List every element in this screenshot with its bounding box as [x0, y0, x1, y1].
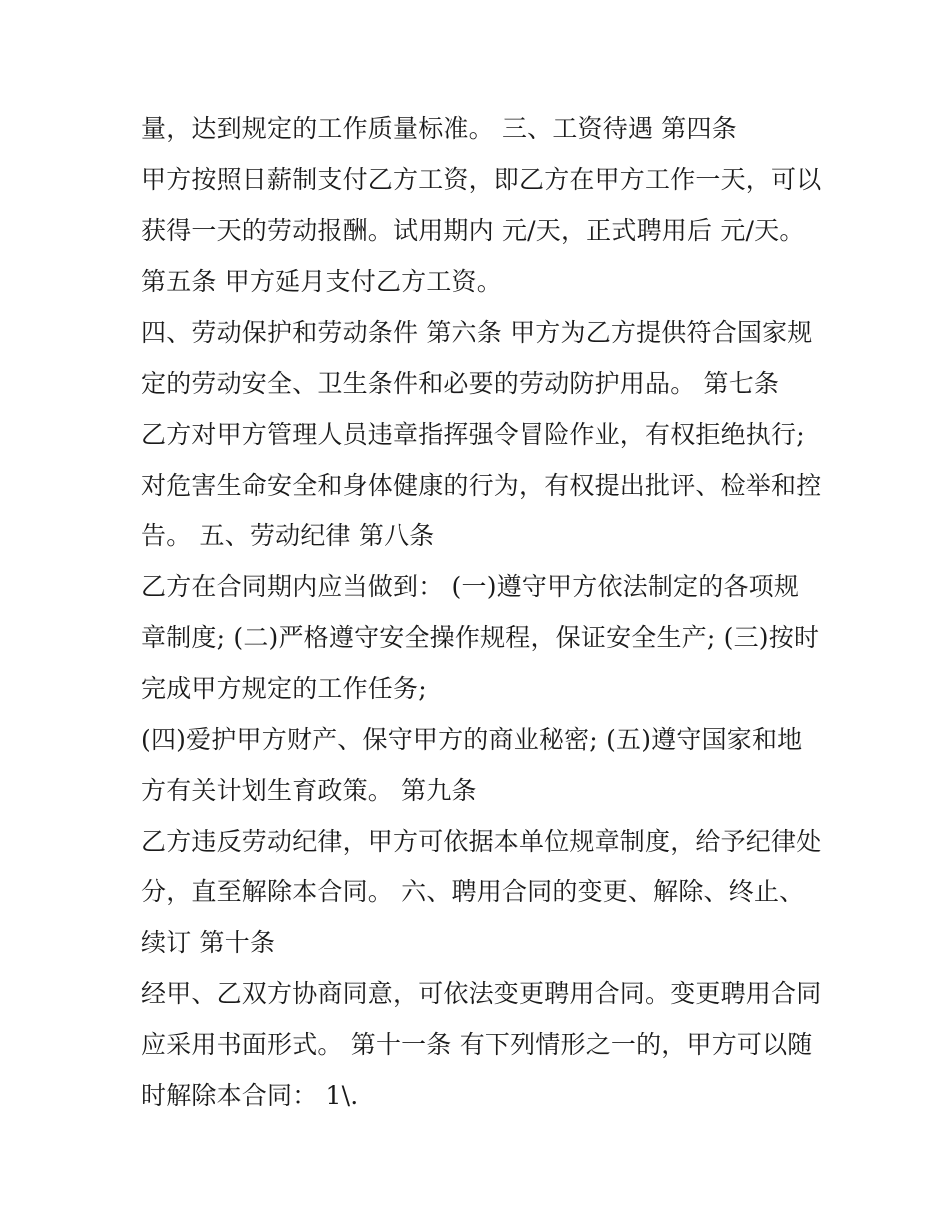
text-line: 告。 五、劳动纪律 第八条	[141, 521, 435, 550]
text-line: 甲方按照日薪制支付乙方工资，即乙方在甲方工作一天，可以	[141, 165, 822, 194]
text-line: (四)爱护甲方财产、保守甲方的商业秘密; (五)遵守国家和地	[141, 725, 803, 754]
text-line: 对危害生命安全和身体健康的行为，有权提出批评、检举和控	[141, 471, 822, 500]
text-line: 定的劳动安全、卫生条件和必要的劳动防护用品。 第七条	[141, 369, 780, 398]
text-line: 时解除本合同： 1\.	[141, 1081, 359, 1110]
text-line: 乙方在合同期内应当做到： (一)遵守甲方依法制定的各项规	[141, 572, 800, 601]
text-line: 方有关计划生育政策。 第九条	[141, 776, 477, 805]
text-line: 分，直至解除本合同。 六、聘用合同的变更、解除、终止、	[141, 877, 805, 906]
text-line: 应采用书面形式。 第十一条 有下列情形之一的，甲方可以随	[141, 1030, 813, 1059]
text-line: 四、劳动保护和劳动条件 第六条 甲方为乙方提供符合国家规	[141, 318, 813, 347]
text-line: 章制度; (二)严格遵守安全操作规程，保证安全生产; (三)按时	[141, 623, 820, 652]
text-line: 乙方违反劳动纪律，甲方可依据本单位规章制度，给予纪律处	[141, 827, 822, 856]
text-line: 续订 第十条	[141, 928, 276, 957]
text-line: 获得一天的劳动报酬。试用期内 元/天，正式聘用后 元/天。	[141, 216, 805, 245]
text-line: 经甲、乙双方协商同意，可依法变更聘用合同。变更聘用合同	[141, 979, 822, 1008]
text-line: 量，达到规定的工作质量标准。 三、工资待遇 第四条	[141, 114, 737, 143]
text-line: 乙方对甲方管理人员违章指挥强令冒险作业，有权拒绝执行;	[141, 420, 805, 449]
text-line: 第五条 甲方延月支付乙方工资。	[141, 267, 502, 296]
text-line: 完成甲方规定的工作任务;	[141, 674, 427, 703]
